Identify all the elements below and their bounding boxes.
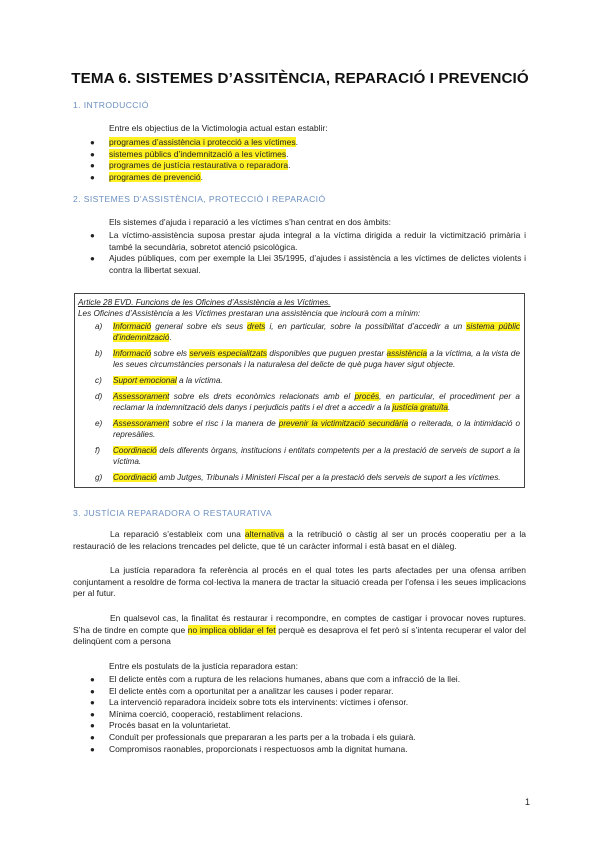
bullet-icon: ● bbox=[90, 161, 95, 171]
list-item: d) Assessorament sobre els drets econòmics relacionats amb el procés, en particular, el procediment per a reclamar la indemnització dels danys i perjudicis patits i el dret a accedir a la justícia gratuïta. bbox=[95, 392, 520, 412]
box-intro: Les Oficines d’Assistència a les Víctimes prestaran una assistència que inclourà com a mínim: bbox=[78, 309, 421, 318]
list-item: ● El delicte entès com a ruptura de les relacions humanes, abans que com a infracció de la llei. bbox=[90, 674, 461, 684]
bullet-icon: ● bbox=[90, 172, 95, 182]
bullet-icon: ● bbox=[90, 744, 95, 754]
section-heading-introduccio: 1. INTRODUCCIÓ bbox=[73, 100, 149, 110]
bullet-icon: ● bbox=[90, 686, 95, 696]
section-heading-sistemes: 2. SISTEMES D’ASSISTÈNCIA, PROTECCIÓ I REPARACIÓ bbox=[73, 194, 326, 204]
list-item: e) Assessorament sobre el risc i la manera de prevenir la victimització secundària o reiterada, o la intimidació o represàlies. bbox=[95, 419, 521, 439]
sistemes-list bbox=[86, 230, 526, 276]
bullet-icon: ● bbox=[90, 721, 95, 731]
list-item: ● Ajudes públiques, com per exemple la Llei 35/1995, d’ajudes i assistència a les víctimes de delictes violents i contra la llibertat sexual. bbox=[90, 253, 526, 275]
bullet-icon: ● bbox=[90, 138, 95, 147]
justicia-paragraph-3: En qualsevol cas, la finalitat és restaurar i recompondre, en comptes de castigar i provocar noves ruptures. S’ha de tindre en compte que no implica oblidar el fet perquè es desaprova el fet però sí s’intenta recuperar el valor del delinqüent com a persona bbox=[73, 613, 526, 647]
postulats-lead: Entre els postulats de la justícia reparadora estan: bbox=[109, 661, 298, 671]
box-title: Article 28 EVD. Funcions de les Oficines d’Assistència a les Víctimes. bbox=[78, 298, 331, 307]
list-item: ● programes de prevenció. bbox=[90, 171, 204, 182]
bullet-icon: ● bbox=[90, 732, 95, 742]
sistemes-lead: Els sistemes d’ajuda i reparació a les víctimes s’han centrat en dos àmbits: bbox=[109, 217, 392, 227]
list-item: ● Conduït per professionals que prepararan a les parts per a la trobada i els guiarà. bbox=[90, 731, 416, 742]
bullet-icon: ● bbox=[90, 149, 95, 159]
list-item: ● Compromisos raonables, proporcionats i respectuosos amb la dignitat humana. bbox=[90, 743, 408, 754]
intro-lead: Entre els objectius de la Victimologia actual estan establir: bbox=[109, 123, 328, 133]
list-item: ● sistemes públics d’indemnització a les víctimes. bbox=[90, 148, 289, 159]
list-item: ● El delicte entès com a oportunitat per a analitzar les causes i poder reparar. bbox=[90, 685, 394, 696]
justicia-paragraph-1: La reparació s’estableix com una alternativa a la retribució o càstig al ser un procés cooperatiu per a la restauració de les relacions trencades pel delicte, que té un caràcter informal i està basat en el diàleg. bbox=[73, 529, 526, 551]
postulats-list bbox=[86, 674, 536, 755]
list-item: a) Informació general sobre els seus drets i, en particular, sobre la possibilitat d’accedir a un sistema públic d’indemnització. bbox=[95, 322, 521, 342]
bullet-icon: ● bbox=[90, 709, 95, 719]
list-item: ● Procés basat en la voluntarietat. bbox=[90, 720, 231, 731]
list-item: ● Mínima coerció, cooperació, restabliment relacions. bbox=[90, 708, 303, 719]
section-heading-justicia: 3. JUSTÍCIA REPARADORA O RESTAURATIVA bbox=[73, 508, 272, 518]
list-item: c) Suport emocional a la víctima. bbox=[95, 376, 223, 385]
list-item: ● programes d’assistència i protecció a les víctimes. bbox=[90, 137, 298, 147]
bullet-icon: ● bbox=[90, 675, 95, 684]
bullet-icon: ● bbox=[90, 254, 95, 264]
document-title: TEMA 6. SISTEMES D’ASSITÈNCIA, REPARACIÓ I PREVENCIÓ bbox=[71, 70, 529, 87]
list-item: f) Coordinació dels diferents òrgans, institucions i entitats competents per a la prestació de serveis de suport a la víctima. bbox=[95, 446, 520, 466]
justicia-paragraph-2: La justícia reparadora fa referència al procés en el qual totes les parts afectades per una ofensa arriben conjuntament a resoldre de forma col·lectiva la manera de tractar la situació creada per l’ofensa i les seues implicacions per al futur. bbox=[73, 565, 526, 599]
functions-list bbox=[75, 321, 520, 488]
list-item: b) Informació sobre els serveis especialitzats disponibles que puguen prestar assistència a la víctima, a la vista de les seues circumstàncies personals i la naturalesa del delicte de què puga haver sigut objecte. bbox=[95, 349, 520, 369]
intro-list bbox=[86, 137, 536, 183]
bullet-icon: ● bbox=[90, 698, 95, 708]
list-item: ● programes de justícia restaurativa o reparadora. bbox=[90, 160, 291, 171]
list-item: g) Coordinació amb Jutges, Tribunals i Ministeri Fiscal per a la prestació dels serveis de suport a les víctimes. bbox=[95, 473, 501, 482]
bullet-icon: ● bbox=[90, 231, 95, 240]
list-item: ● La intervenció reparadora incideix sobre tots els intervinents: víctimes i ofensor. bbox=[90, 697, 409, 708]
article-28-box bbox=[74, 293, 525, 488]
list-item: ● La víctimo-assistència suposa prestar ajuda integral a la víctima dirigida a reduir la victimització primària i també la secundària, sobretot atenció psicològica. bbox=[90, 230, 526, 252]
page-number: 1 bbox=[524, 797, 530, 807]
